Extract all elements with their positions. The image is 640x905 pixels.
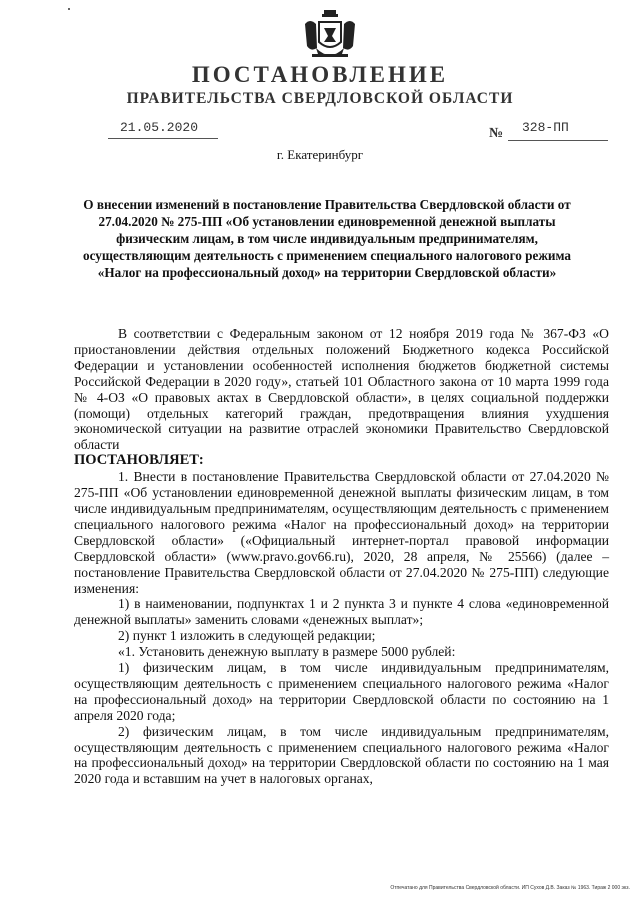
document-date: 21.05.2020 (120, 120, 199, 135)
city-label: г. Екатеринбург (276, 147, 364, 162)
number-underline (508, 140, 608, 141)
paragraph-2: 1) в наименовании, подпунктах 1 и 2 пункта 3 и пункте 4 слова «единовременной денежной выплаты» заменить словами «денежных выплат»; (74, 596, 609, 628)
decree-heading: ПОСТАНОВЛЯЕТ: (74, 452, 204, 469)
document-subject: О внесении изменений в постановление Правительства Свердловской области от 27.04.2020 № 275-ПП «Об установлении единовременной денежной выплаты физическим лицам, в том числе индивидуальным предпринимателям, осуществляющим деятельность с применением специального налогового режима «Налог на профессиональный доход» на территории Свердловской области» (83, 197, 571, 280)
date-underline (108, 138, 218, 139)
preamble-paragraph: В соответствии с Федеральным законом от 12 ноября 2019 года № 367-ФЗ «О приостановлении действия отдельных положений Бюджетного кодекса Российской Федерации и установлении особенностей исполнения бюджетов бюджетной системы Российской Федерации в 2020 году», статьей 101 Областного закона от 10 марта 1999 года № 4-ОЗ «О правовых актах в Свердловской области», в целях социальной поддержки (помощи) отдельных категорий граждан, предотвращения влияния ухудшения экономической ситуации на развитие отраслей экономики Правительство Свердловской области (74, 326, 609, 453)
coat-of-arms-emblem (302, 8, 358, 64)
paragraph-5: 1) физическим лицам, в том числе индивидуальным предпринимателям, осуществляющим деятельность с применением специального налогового режима «Налог на профессиональный доход» на территории Свердловской области по состоянию на 1 апреля 2020 года; (74, 660, 609, 723)
paragraph-4: «1. Установить денежную выплату в размере 5000 рублей: (118, 644, 456, 660)
document-body (74, 326, 609, 787)
document-subtitle: ПРАВИТЕЛЬСТВА СВЕРДЛОВСКОЙ ОБЛАСТИ (126, 90, 514, 107)
number-sign: № (489, 126, 504, 141)
document-title: ПОСТАНОВЛЕНИЕ (191, 62, 449, 87)
paragraph-3: 2) пункт 1 изложить в следующей редакции; (118, 628, 376, 644)
paragraph-1: 1. Внести в постановление Правительства Свердловской области от 27.04.2020 № 275-ПП «Об установлении единовременной денежной выплаты физическим лицам, в том числе индивидуальным предпринимателям, осуществляющим деятельность с применением специального налогового режима «Налог на профессиональный доход» на территории Свердловской области» («Официальный интернет-портал правовой информации Свердловской области» (www.pravo.gov66.ru), 2020, 28 апреля, № 25566) (далее – постановление Правительства Свердловской области от 27.04.2020 № 275-ПП) следующие изменения: (74, 469, 609, 596)
document-number: 328-ПП (522, 120, 569, 135)
scan-dot (68, 8, 70, 10)
print-footer: Отпечатано для Правительства Свердловской области. ИП Сухов Д.В. Заказ № 1963. Тираж 2 000 экз. (390, 885, 630, 891)
paragraph-6: 2) физическим лицам, в том числе индивидуальным предпринимателям, осуществляющим деятельность с применением специального налогового режима «Налог на профессиональный доход» на территории Свердловской области по состоянию на 1 мая 2020 года и вставшим на учет в налоговых органах, (74, 723, 609, 787)
